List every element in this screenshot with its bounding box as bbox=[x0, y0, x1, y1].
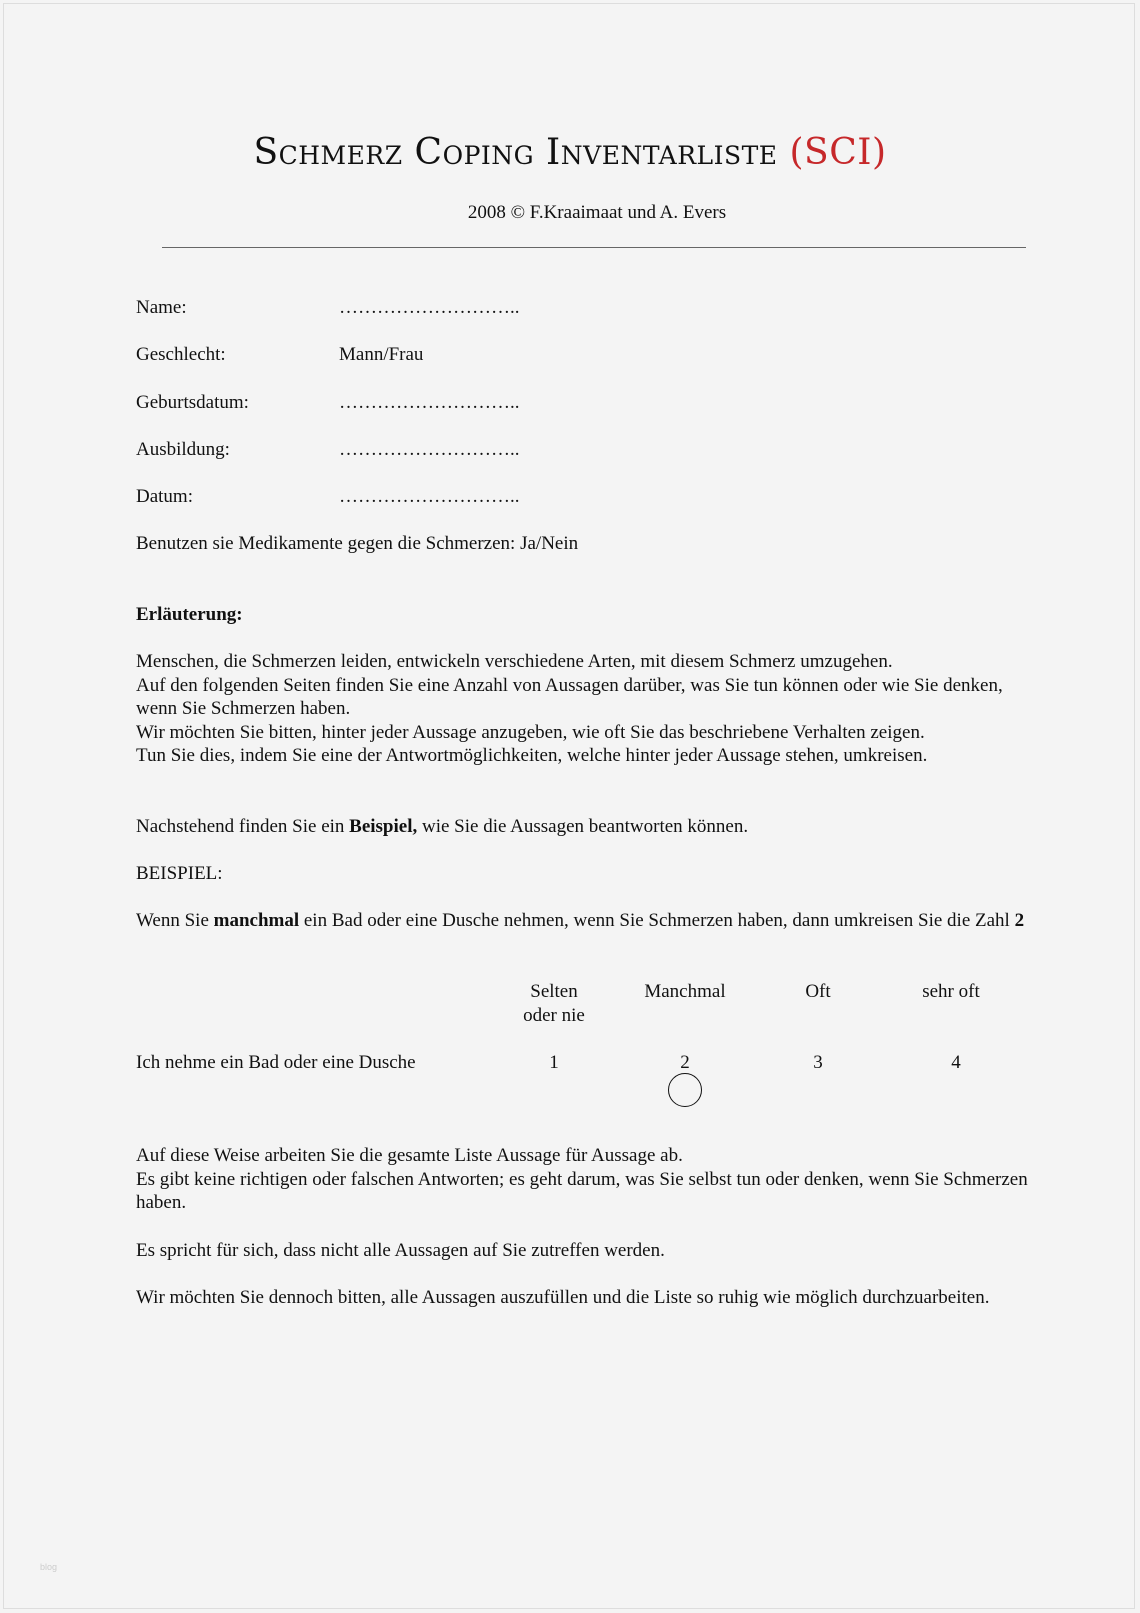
scale-value-selected: 2 bbox=[680, 1052, 690, 1073]
field-value: ……………………….. bbox=[339, 297, 520, 318]
paragraph-line: Tun Sie dies, indem Sie eine der Antwortmöglichkeiten, welche hinter jeder Aussage stehen, umkreisen. bbox=[136, 745, 928, 766]
bold-text: 2 bbox=[1014, 910, 1025, 931]
explanation-heading: Erläuterung: bbox=[136, 604, 243, 625]
explanation-text bbox=[136, 650, 1036, 768]
scale-value: 4 bbox=[951, 1052, 961, 1073]
field-value: ……………………….. bbox=[339, 439, 520, 460]
bold-text: manchmal bbox=[213, 910, 300, 931]
scale-header: sehr oft bbox=[922, 981, 980, 1002]
bold-text: Beispiel, bbox=[349, 816, 418, 837]
scale-header: Selten oder nie bbox=[523, 981, 585, 1026]
text: Nachstehend finden Sie ein bbox=[136, 816, 350, 837]
page-border bbox=[3, 3, 1135, 1609]
scale-value: 1 bbox=[549, 1052, 559, 1073]
closing-text bbox=[136, 1144, 1036, 1215]
medication-question: Benutzen sie Medikamente gegen die Schmerzen: Ja/Nein bbox=[136, 533, 579, 554]
note: Es spricht für sich, dass nicht alle Aussagen auf Sie zutreffen werden. bbox=[136, 1240, 665, 1261]
field-label: Datum: bbox=[136, 486, 193, 507]
text: ein Bad oder eine Dusche nehmen, wenn Sie Schmerzen haben, dann umkreisen Sie die Zahl bbox=[299, 910, 1015, 931]
selection-circle bbox=[668, 1073, 702, 1107]
example-text bbox=[136, 909, 1036, 933]
divider bbox=[162, 247, 1026, 248]
example-label: BEISPIEL: bbox=[136, 863, 223, 884]
subtitle: 2008 © F.Kraaimaat und A. Evers bbox=[467, 202, 727, 223]
field-label: Ausbildung: bbox=[136, 439, 230, 460]
paragraph-line: Es gibt keine richtigen oder falschen Antworten; es geht darum, was Sie selbst tun oder denken, wenn Sie Schmerzen haben. bbox=[136, 1168, 1028, 1213]
field-value: Mann/Frau bbox=[339, 344, 424, 365]
paragraph-line: Auf diese Weise arbeiten Sie die gesamte Liste Aussage für Aussage ab. bbox=[136, 1145, 683, 1166]
field-label: Name: bbox=[136, 297, 187, 318]
field-label: Geburtsdatum: bbox=[136, 392, 249, 413]
scale-value: 3 bbox=[813, 1052, 823, 1073]
example-intro bbox=[136, 815, 748, 839]
paragraph-line: Auf den folgenden Seiten finden Sie eine Anzahl von Aussagen darüber, was Sie tun können oder wie Sie denken, wenn Sie Schmerzen haben. bbox=[136, 674, 1003, 719]
document-title bbox=[0, 132, 1140, 173]
field-label: Geschlecht: bbox=[136, 344, 226, 365]
text: Wenn Sie bbox=[136, 910, 214, 931]
example-statement: Ich nehme ein Bad oder eine Dusche bbox=[136, 1052, 416, 1073]
field-value: ……………………….. bbox=[339, 392, 520, 413]
field-value: ……………………….. bbox=[339, 486, 520, 507]
watermark: blog bbox=[40, 1562, 58, 1572]
note: Wir möchten Sie dennoch bitten, alle Aussagen auszufüllen und die Liste so ruhig wie möglich durchzuarbeiten. bbox=[136, 1287, 990, 1308]
text: wie Sie die Aussagen beantworten können. bbox=[417, 816, 749, 837]
title-acronym: (SCI) bbox=[789, 132, 887, 173]
scale-header: Oft bbox=[805, 981, 831, 1002]
scale-header: Manchmal bbox=[644, 981, 726, 1002]
title-text: Schmerz Coping Inventarliste bbox=[253, 132, 778, 173]
paragraph-line: Wir möchten Sie bitten, hinter jeder Aussage anzugeben, wie oft Sie das beschriebene Verhalten zeigen. bbox=[136, 721, 925, 743]
paragraph-line: Menschen, die Schmerzen leiden, entwickeln verschiedene Arten, mit diesem Schmerz umzugehen. bbox=[136, 651, 893, 672]
